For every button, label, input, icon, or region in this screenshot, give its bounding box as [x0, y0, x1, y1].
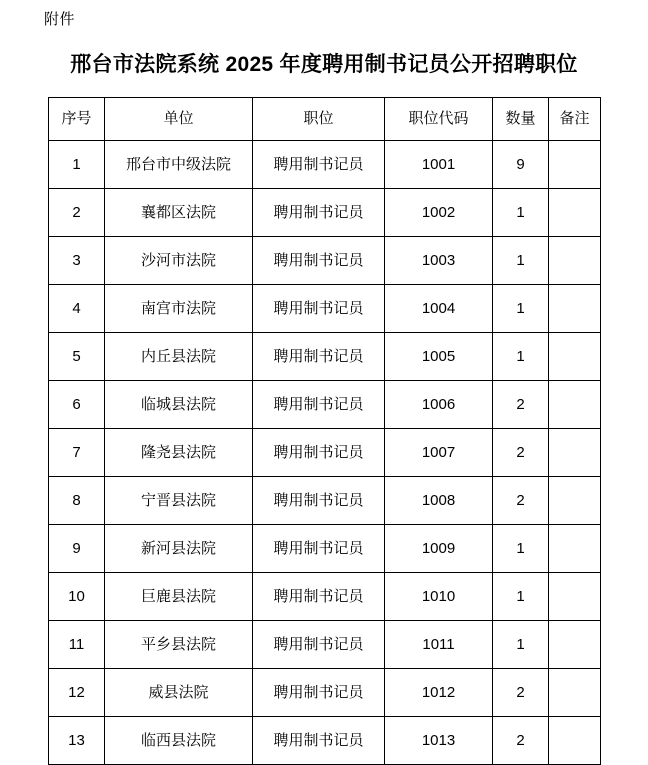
column-header-note: 备注 — [549, 98, 601, 141]
table-row — [49, 429, 601, 477]
table-header-row — [49, 98, 601, 141]
table-row — [49, 381, 601, 429]
cell-note — [549, 285, 601, 333]
cell-seq: 9 — [49, 525, 105, 573]
cell-position: 聘用制书记员 — [253, 621, 385, 669]
cell-code: 1006 — [385, 381, 493, 429]
cell-code: 1013 — [385, 717, 493, 765]
table-row — [49, 141, 601, 189]
cell-code: 1001 — [385, 141, 493, 189]
cell-note — [549, 717, 601, 765]
page-title: 邢台市法院系统 2025 年度聘用制书记员公开招聘职位 — [70, 53, 578, 76]
cell-position: 聘用制书记员 — [253, 717, 385, 765]
cell-count: 2 — [493, 717, 549, 765]
jobs-table — [48, 97, 601, 765]
cell-seq: 13 — [49, 717, 105, 765]
cell-count: 1 — [493, 573, 549, 621]
cell-seq: 10 — [49, 573, 105, 621]
cell-count: 2 — [493, 477, 549, 525]
cell-seq: 4 — [49, 285, 105, 333]
cell-count: 1 — [493, 525, 549, 573]
table-body — [49, 141, 601, 765]
cell-count: 1 — [493, 621, 549, 669]
table-header — [49, 98, 601, 141]
table-row — [49, 189, 601, 237]
cell-count: 1 — [493, 189, 549, 237]
cell-note — [549, 189, 601, 237]
cell-code: 1002 — [385, 189, 493, 237]
cell-unit: 襄都区法院 — [105, 189, 253, 237]
cell-code: 1012 — [385, 669, 493, 717]
cell-seq: 8 — [49, 477, 105, 525]
table-row — [49, 669, 601, 717]
cell-note — [549, 525, 601, 573]
cell-seq: 12 — [49, 669, 105, 717]
cell-code: 1003 — [385, 237, 493, 285]
cell-position: 聘用制书记员 — [253, 381, 385, 429]
column-header-count: 数量 — [493, 98, 549, 141]
cell-position: 聘用制书记员 — [253, 141, 385, 189]
cell-note — [549, 381, 601, 429]
cell-note — [549, 621, 601, 669]
cell-count: 2 — [493, 429, 549, 477]
cell-count: 2 — [493, 669, 549, 717]
cell-code: 1009 — [385, 525, 493, 573]
table-row — [49, 333, 601, 381]
cell-note — [549, 333, 601, 381]
cell-unit: 平乡县法院 — [105, 621, 253, 669]
cell-position: 聘用制书记员 — [253, 333, 385, 381]
cell-unit: 隆尧县法院 — [105, 429, 253, 477]
table-row — [49, 621, 601, 669]
cell-seq: 11 — [49, 621, 105, 669]
cell-position: 聘用制书记员 — [253, 573, 385, 621]
cell-note — [549, 237, 601, 285]
cell-unit: 新河县法院 — [105, 525, 253, 573]
jobs-table-container — [48, 97, 600, 765]
cell-note — [549, 669, 601, 717]
column-header-unit: 单位 — [105, 98, 253, 141]
cell-position: 聘用制书记员 — [253, 237, 385, 285]
cell-position: 聘用制书记员 — [253, 429, 385, 477]
cell-count: 1 — [493, 333, 549, 381]
cell-count: 2 — [493, 381, 549, 429]
cell-position: 聘用制书记员 — [253, 477, 385, 525]
cell-seq: 2 — [49, 189, 105, 237]
cell-seq: 6 — [49, 381, 105, 429]
cell-code: 1011 — [385, 621, 493, 669]
table-row — [49, 237, 601, 285]
table-row — [49, 525, 601, 573]
cell-seq: 1 — [49, 141, 105, 189]
table-row — [49, 285, 601, 333]
cell-position: 聘用制书记员 — [253, 285, 385, 333]
cell-seq: 3 — [49, 237, 105, 285]
cell-unit: 内丘县法院 — [105, 333, 253, 381]
cell-unit: 威县法院 — [105, 669, 253, 717]
cell-unit: 南宫市法院 — [105, 285, 253, 333]
cell-code: 1008 — [385, 477, 493, 525]
column-header-seq: 序号 — [49, 98, 105, 141]
cell-note — [549, 573, 601, 621]
cell-code: 1005 — [385, 333, 493, 381]
cell-count: 1 — [493, 285, 549, 333]
cell-code: 1004 — [385, 285, 493, 333]
cell-position: 聘用制书记员 — [253, 525, 385, 573]
column-header-position: 职位 — [253, 98, 385, 141]
cell-unit: 宁晋县法院 — [105, 477, 253, 525]
table-row — [49, 477, 601, 525]
cell-count: 1 — [493, 237, 549, 285]
cell-note — [549, 477, 601, 525]
cell-count: 9 — [493, 141, 549, 189]
cell-position: 聘用制书记员 — [253, 189, 385, 237]
attachment-label: 附件 — [44, 11, 76, 28]
cell-unit: 临城县法院 — [105, 381, 253, 429]
cell-unit: 巨鹿县法院 — [105, 573, 253, 621]
cell-seq: 7 — [49, 429, 105, 477]
cell-code: 1010 — [385, 573, 493, 621]
cell-unit: 邢台市中级法院 — [105, 141, 253, 189]
cell-note — [549, 141, 601, 189]
cell-note — [549, 429, 601, 477]
cell-code: 1007 — [385, 429, 493, 477]
table-row — [49, 573, 601, 621]
column-header-code: 职位代码 — [385, 98, 493, 141]
cell-unit: 临西县法院 — [105, 717, 253, 765]
cell-seq: 5 — [49, 333, 105, 381]
cell-unit: 沙河市法院 — [105, 237, 253, 285]
cell-position: 聘用制书记员 — [253, 669, 385, 717]
table-row — [49, 717, 601, 765]
